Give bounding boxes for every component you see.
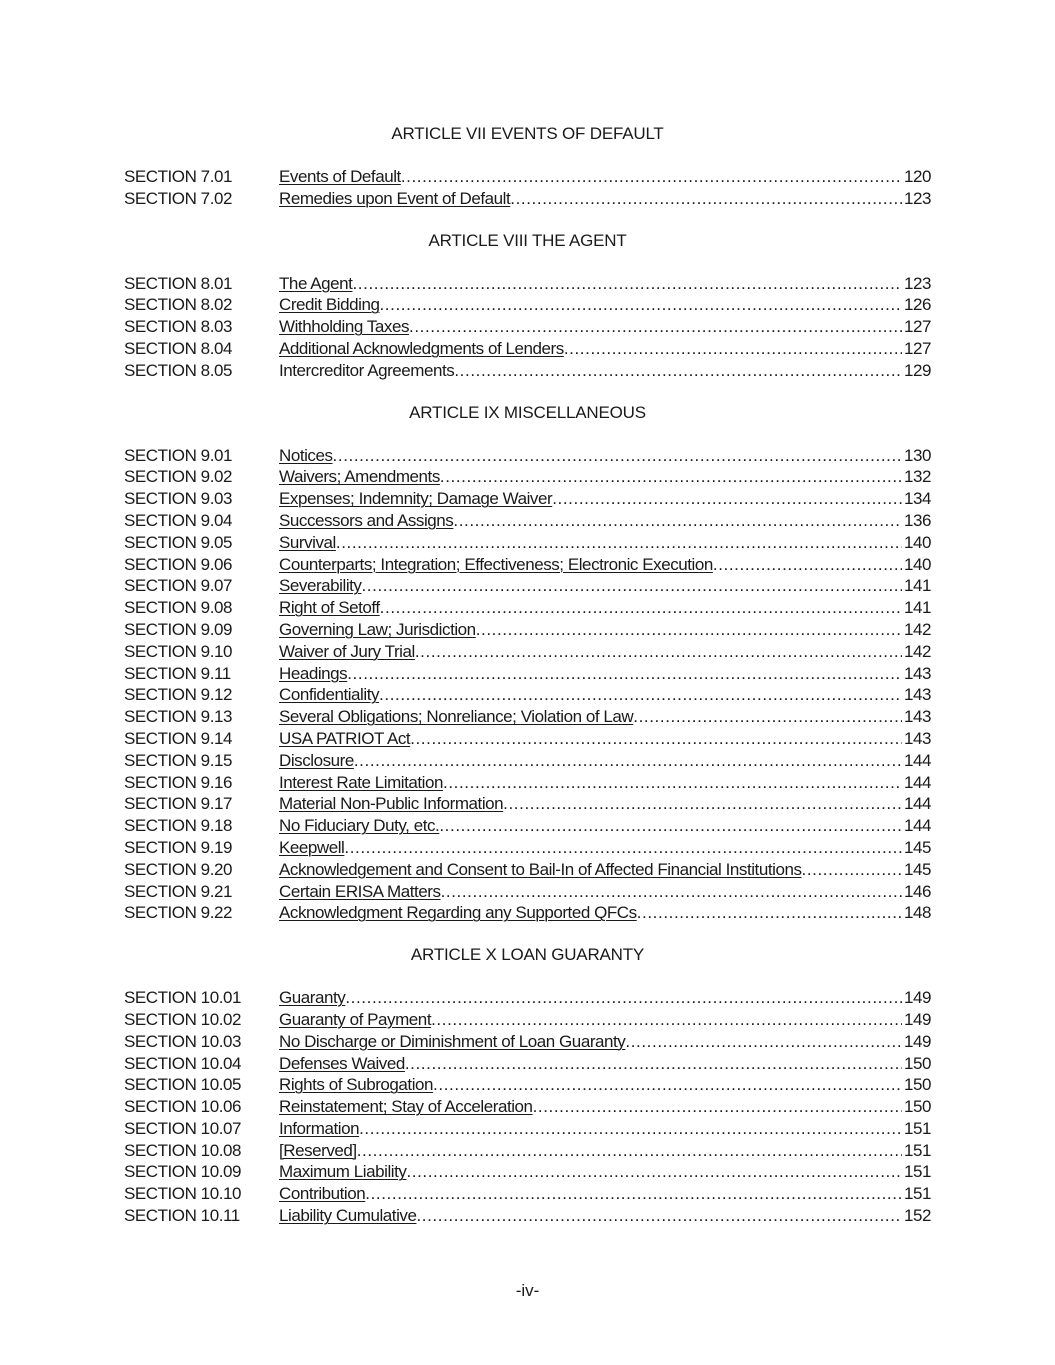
section-number: SECTION 10.01 [124, 988, 241, 1008]
dot-leader [357, 1140, 902, 1162]
section-title-link[interactable]: Interest Rate Limitation [279, 772, 444, 792]
article-heading: ARTICLE X LOAN GUARANTY [410, 945, 645, 965]
page-number-ref: 123 [903, 188, 931, 208]
table-of-contents [124, 123, 931, 1227]
page-number-ref: 142 [903, 641, 931, 661]
article-heading: ARTICLE IX MISCELLANEOUS [409, 402, 646, 422]
section-title-link[interactable]: Guaranty of Payment [279, 1009, 432, 1029]
dot-leader [379, 294, 902, 316]
section-title-link[interactable]: Right of Setoff [279, 598, 380, 618]
dot-leader [380, 597, 902, 619]
page-number-ref: 149 [903, 1009, 931, 1029]
dot-leader [454, 360, 902, 382]
section-number: SECTION 9.05 [124, 532, 232, 552]
toc-entry[interactable] [124, 663, 931, 685]
dot-leader [637, 902, 902, 924]
section-title-link[interactable]: Additional Acknowledgments of Lenders [279, 338, 564, 358]
toc-entry[interactable] [124, 1009, 931, 1031]
section-number: SECTION 9.19 [124, 837, 232, 857]
page-number-ref: 140 [903, 532, 931, 552]
section-title-link[interactable]: Events of Default [279, 167, 401, 186]
section-number: SECTION 8.01 [124, 273, 232, 293]
dot-leader [415, 641, 902, 663]
page-number-ref: 141 [903, 598, 931, 618]
dot-leader [533, 1096, 902, 1118]
toc-entry[interactable] [124, 1205, 931, 1227]
toc-entry[interactable] [124, 1096, 931, 1118]
section-number: SECTION 10.07 [124, 1118, 241, 1138]
page-number-ref: 126 [903, 295, 931, 315]
dot-leader [352, 273, 902, 295]
section-number: SECTION 9.03 [124, 489, 232, 509]
section-title-link[interactable]: Notices [279, 445, 333, 465]
dot-leader [440, 466, 902, 488]
section-title-link[interactable]: Waivers; Amendments [279, 467, 440, 487]
section-number: SECTION 10.05 [124, 1075, 241, 1095]
section-number: SECTION 9.07 [124, 576, 232, 596]
page-number-ref: 141 [903, 576, 931, 596]
section-title-link[interactable]: USA PATRIOT Act [279, 728, 411, 748]
section-title-link[interactable]: Remedies upon Event of Default [279, 188, 511, 208]
page-number-ref: 149 [903, 988, 931, 1008]
section-number: SECTION 10.02 [124, 1009, 241, 1029]
section-title-link[interactable]: Withholding Taxes [279, 317, 410, 337]
section-number: SECTION 7.02 [124, 188, 232, 208]
article-heading: ARTICLE VII EVENTS OF DEFAULT [391, 124, 664, 143]
toc-entry[interactable] [124, 597, 931, 619]
toc-entry[interactable] [124, 1183, 931, 1205]
dot-leader [379, 684, 902, 706]
section-title-link[interactable]: Guaranty [279, 988, 346, 1008]
section-number: SECTION 10.09 [124, 1162, 241, 1182]
dot-leader [405, 1053, 902, 1075]
section-number: SECTION 8.05 [124, 360, 232, 380]
page-number-ref: 150 [903, 1097, 931, 1117]
toc-entry[interactable] [124, 466, 931, 488]
page-number-ref: 143 [903, 728, 931, 748]
page-number-ref: 151 [903, 1162, 931, 1182]
page-number-ref: 142 [903, 619, 931, 639]
toc-entry[interactable] [124, 837, 931, 859]
toc-entry[interactable] [124, 619, 931, 641]
section-title-link[interactable]: Waiver of Jury Trial [279, 641, 415, 661]
section-number: SECTION 9.15 [124, 750, 232, 770]
toc-entry[interactable] [124, 1074, 931, 1096]
toc-entry[interactable] [124, 1031, 931, 1053]
page-number-ref: 129 [903, 360, 931, 380]
section-number: SECTION 8.02 [124, 295, 232, 315]
dot-leader [354, 750, 902, 772]
section-number: SECTION 9.10 [124, 641, 232, 661]
section-number: SECTION 9.04 [124, 510, 232, 530]
page-number-ref: 144 [903, 772, 931, 792]
page-number-ref: 148 [903, 903, 931, 923]
toc-entry[interactable] [124, 815, 931, 837]
toc-entry[interactable] [124, 793, 931, 815]
section-title-link[interactable]: Maximum Liability [279, 1162, 407, 1182]
page-number-ref: 145 [903, 859, 931, 879]
section-title-link[interactable]: Successors and Assigns [279, 510, 454, 530]
section-title-link[interactable]: Liability Cumulative [279, 1206, 417, 1226]
dot-leader [344, 837, 902, 859]
page-number-ref: 151 [903, 1140, 931, 1160]
section-title-link[interactable]: No Fiduciary Duty, etc. [279, 816, 440, 836]
section-title-link[interactable]: Disclosure [279, 750, 354, 770]
section-title-link[interactable]: Certain ERISA Matters [279, 881, 441, 901]
section-number: SECTION 10.08 [124, 1140, 241, 1160]
section-number: SECTION 10.11 [124, 1206, 240, 1226]
dot-leader [361, 575, 902, 597]
toc-entry[interactable] [124, 338, 931, 360]
section-title-link[interactable]: Governing Law; Jurisdiction [279, 619, 476, 639]
toc-entry[interactable] [124, 188, 931, 210]
section-number: SECTION 9.08 [124, 598, 232, 618]
toc-entry[interactable] [124, 1140, 931, 1162]
dot-leader [453, 510, 902, 532]
dot-leader [564, 338, 902, 360]
toc-entry[interactable] [124, 706, 931, 728]
page-number-ref: 151 [903, 1118, 931, 1138]
page-number-ref: 140 [903, 554, 931, 574]
dot-leader [433, 1074, 902, 1096]
toc-entry[interactable] [124, 360, 931, 382]
section-number: SECTION 9.12 [124, 685, 232, 705]
page-number-ref: 150 [903, 1053, 931, 1073]
dot-leader [443, 772, 902, 794]
toc-entry[interactable] [124, 273, 931, 295]
page-number: -iv- [515, 1281, 540, 1300]
section-number: SECTION 9.21 [124, 881, 232, 901]
section-number: SECTION 9.20 [124, 859, 232, 879]
page-number-ref: 134 [903, 489, 931, 509]
dot-leader [503, 793, 902, 815]
section-title-link[interactable]: Headings [279, 663, 348, 683]
section-number: SECTION 9.11 [124, 663, 231, 683]
dot-leader [439, 815, 902, 837]
section-number: SECTION 9.17 [124, 794, 232, 814]
page-number-ref: 152 [903, 1206, 931, 1226]
dot-leader [333, 445, 902, 467]
toc-entry[interactable] [124, 1053, 931, 1075]
section-number: SECTION 9.09 [124, 619, 232, 639]
section-title-link[interactable]: Acknowledgment Regarding any Supported QFCs [279, 903, 637, 923]
section-number: SECTION 9.16 [124, 772, 232, 792]
section-title-link[interactable]: Rights of Subrogation [279, 1075, 434, 1095]
page-number-ref: 144 [903, 750, 931, 770]
dot-leader [802, 859, 902, 881]
section-title-link[interactable]: Keepwell [279, 837, 345, 857]
toc-entry[interactable] [124, 488, 931, 510]
toc-entry[interactable] [124, 684, 931, 706]
toc-entry[interactable] [124, 902, 931, 924]
dot-leader [510, 188, 902, 210]
dot-leader [625, 1031, 902, 1053]
dot-leader [441, 881, 902, 903]
toc-entry[interactable] [124, 166, 931, 188]
dot-leader [347, 663, 902, 685]
section-number: SECTION 8.04 [124, 338, 232, 358]
section-title-link[interactable]: Contribution [279, 1184, 366, 1204]
section-number: SECTION 10.10 [124, 1184, 241, 1204]
section-number: SECTION 9.22 [124, 903, 232, 923]
toc-entry[interactable] [124, 772, 931, 794]
dot-leader [359, 1118, 902, 1140]
page-number-ref: 127 [903, 317, 931, 337]
section-number: SECTION 9.13 [124, 707, 232, 727]
toc-entry[interactable] [124, 987, 931, 1009]
section-number: SECTION 7.01 [124, 167, 232, 186]
section-number: SECTION 10.03 [124, 1031, 241, 1051]
section-title-link[interactable]: Acknowledgement and Consent to Bail-In of Affected Financial Institutions [279, 859, 802, 879]
page-number-ref: 130 [903, 445, 931, 465]
section-number: SECTION 8.03 [124, 317, 232, 337]
article-heading: ARTICLE VIII THE AGENT [428, 230, 627, 250]
dot-leader [552, 488, 902, 510]
section-number: SECTION 9.18 [124, 816, 232, 836]
dot-leader [410, 728, 902, 750]
section-title-link[interactable]: No Discharge or Diminishment of Loan Guaranty [279, 1031, 626, 1051]
dot-leader [713, 554, 902, 576]
dot-leader [345, 987, 902, 1009]
toc-entry[interactable] [124, 554, 931, 576]
page-number-ref: 146 [903, 881, 931, 901]
dot-leader [365, 1183, 902, 1205]
toc-entry[interactable] [124, 510, 931, 532]
page-number-ref: 145 [903, 837, 931, 857]
page-number-ref: 136 [903, 510, 931, 530]
section-number: SECTION 10.06 [124, 1097, 241, 1117]
page-number-ref: 151 [903, 1184, 931, 1204]
dot-leader [406, 1161, 902, 1183]
dot-leader [409, 316, 902, 338]
toc-entry[interactable] [124, 1161, 931, 1183]
toc-entry[interactable] [124, 445, 931, 467]
section-number: SECTION 9.02 [124, 467, 232, 487]
toc-entry[interactable] [124, 1118, 931, 1140]
section-number: SECTION 9.01 [124, 445, 232, 465]
section-number: SECTION 10.04 [124, 1053, 241, 1073]
page-number-ref: 120 [903, 167, 931, 186]
section-title-link[interactable]: [Reserved] [279, 1140, 357, 1160]
toc-entry[interactable] [124, 728, 931, 750]
section-title-link[interactable]: Several Obligations; Nonreliance; Violation of Law [279, 707, 634, 727]
page-number-ref: 149 [903, 1031, 931, 1051]
section-title-link[interactable]: Reinstatement; Stay of Acceleration [279, 1097, 533, 1117]
section-title-link[interactable]: Information [279, 1118, 360, 1138]
page-number-ref: 144 [903, 816, 931, 836]
toc-entry[interactable] [124, 859, 931, 881]
section-title-link[interactable]: Intercreditor Agreements [279, 360, 455, 380]
page-number-ref: 143 [903, 663, 931, 683]
section-title-link[interactable]: Material Non-Public Information [279, 794, 504, 814]
dot-leader [633, 706, 902, 728]
section-title-link[interactable]: Credit Bidding [279, 295, 380, 315]
section-title-link[interactable]: Counterparts; Integration; Effectiveness; Electronic Execution [279, 554, 713, 574]
toc-entry[interactable] [124, 575, 931, 597]
dot-leader [401, 166, 902, 188]
toc-entry[interactable] [124, 750, 931, 772]
section-title-link[interactable]: Defenses Waived [279, 1053, 405, 1073]
section-title-link[interactable]: The Agent [279, 273, 353, 293]
dot-leader [336, 532, 902, 554]
page-number-ref: 144 [903, 794, 931, 814]
toc-entry[interactable] [124, 316, 931, 338]
section-title-link[interactable]: Expenses; Indemnity; Damage Waiver [279, 489, 553, 509]
page-number-ref: 143 [903, 685, 931, 705]
toc-entry[interactable] [124, 881, 931, 903]
page-number-ref: 127 [903, 338, 931, 358]
section-title-link[interactable]: Confidentiality [279, 685, 380, 705]
toc-entry[interactable] [124, 294, 931, 316]
page-number-ref: 123 [903, 273, 931, 293]
section-title-link[interactable]: Survival [279, 532, 336, 552]
toc-entry[interactable] [124, 532, 931, 554]
page-number-ref: 150 [903, 1075, 931, 1095]
page-number-ref: 132 [903, 467, 931, 487]
dot-leader [476, 619, 902, 641]
page-number-ref: 143 [903, 707, 931, 727]
dot-leader [416, 1205, 902, 1227]
section-number: SECTION 9.06 [124, 554, 232, 574]
section-title-link[interactable]: Severability [279, 576, 362, 596]
toc-entry[interactable] [124, 641, 931, 663]
dot-leader [431, 1009, 902, 1031]
section-number: SECTION 9.14 [124, 728, 232, 748]
